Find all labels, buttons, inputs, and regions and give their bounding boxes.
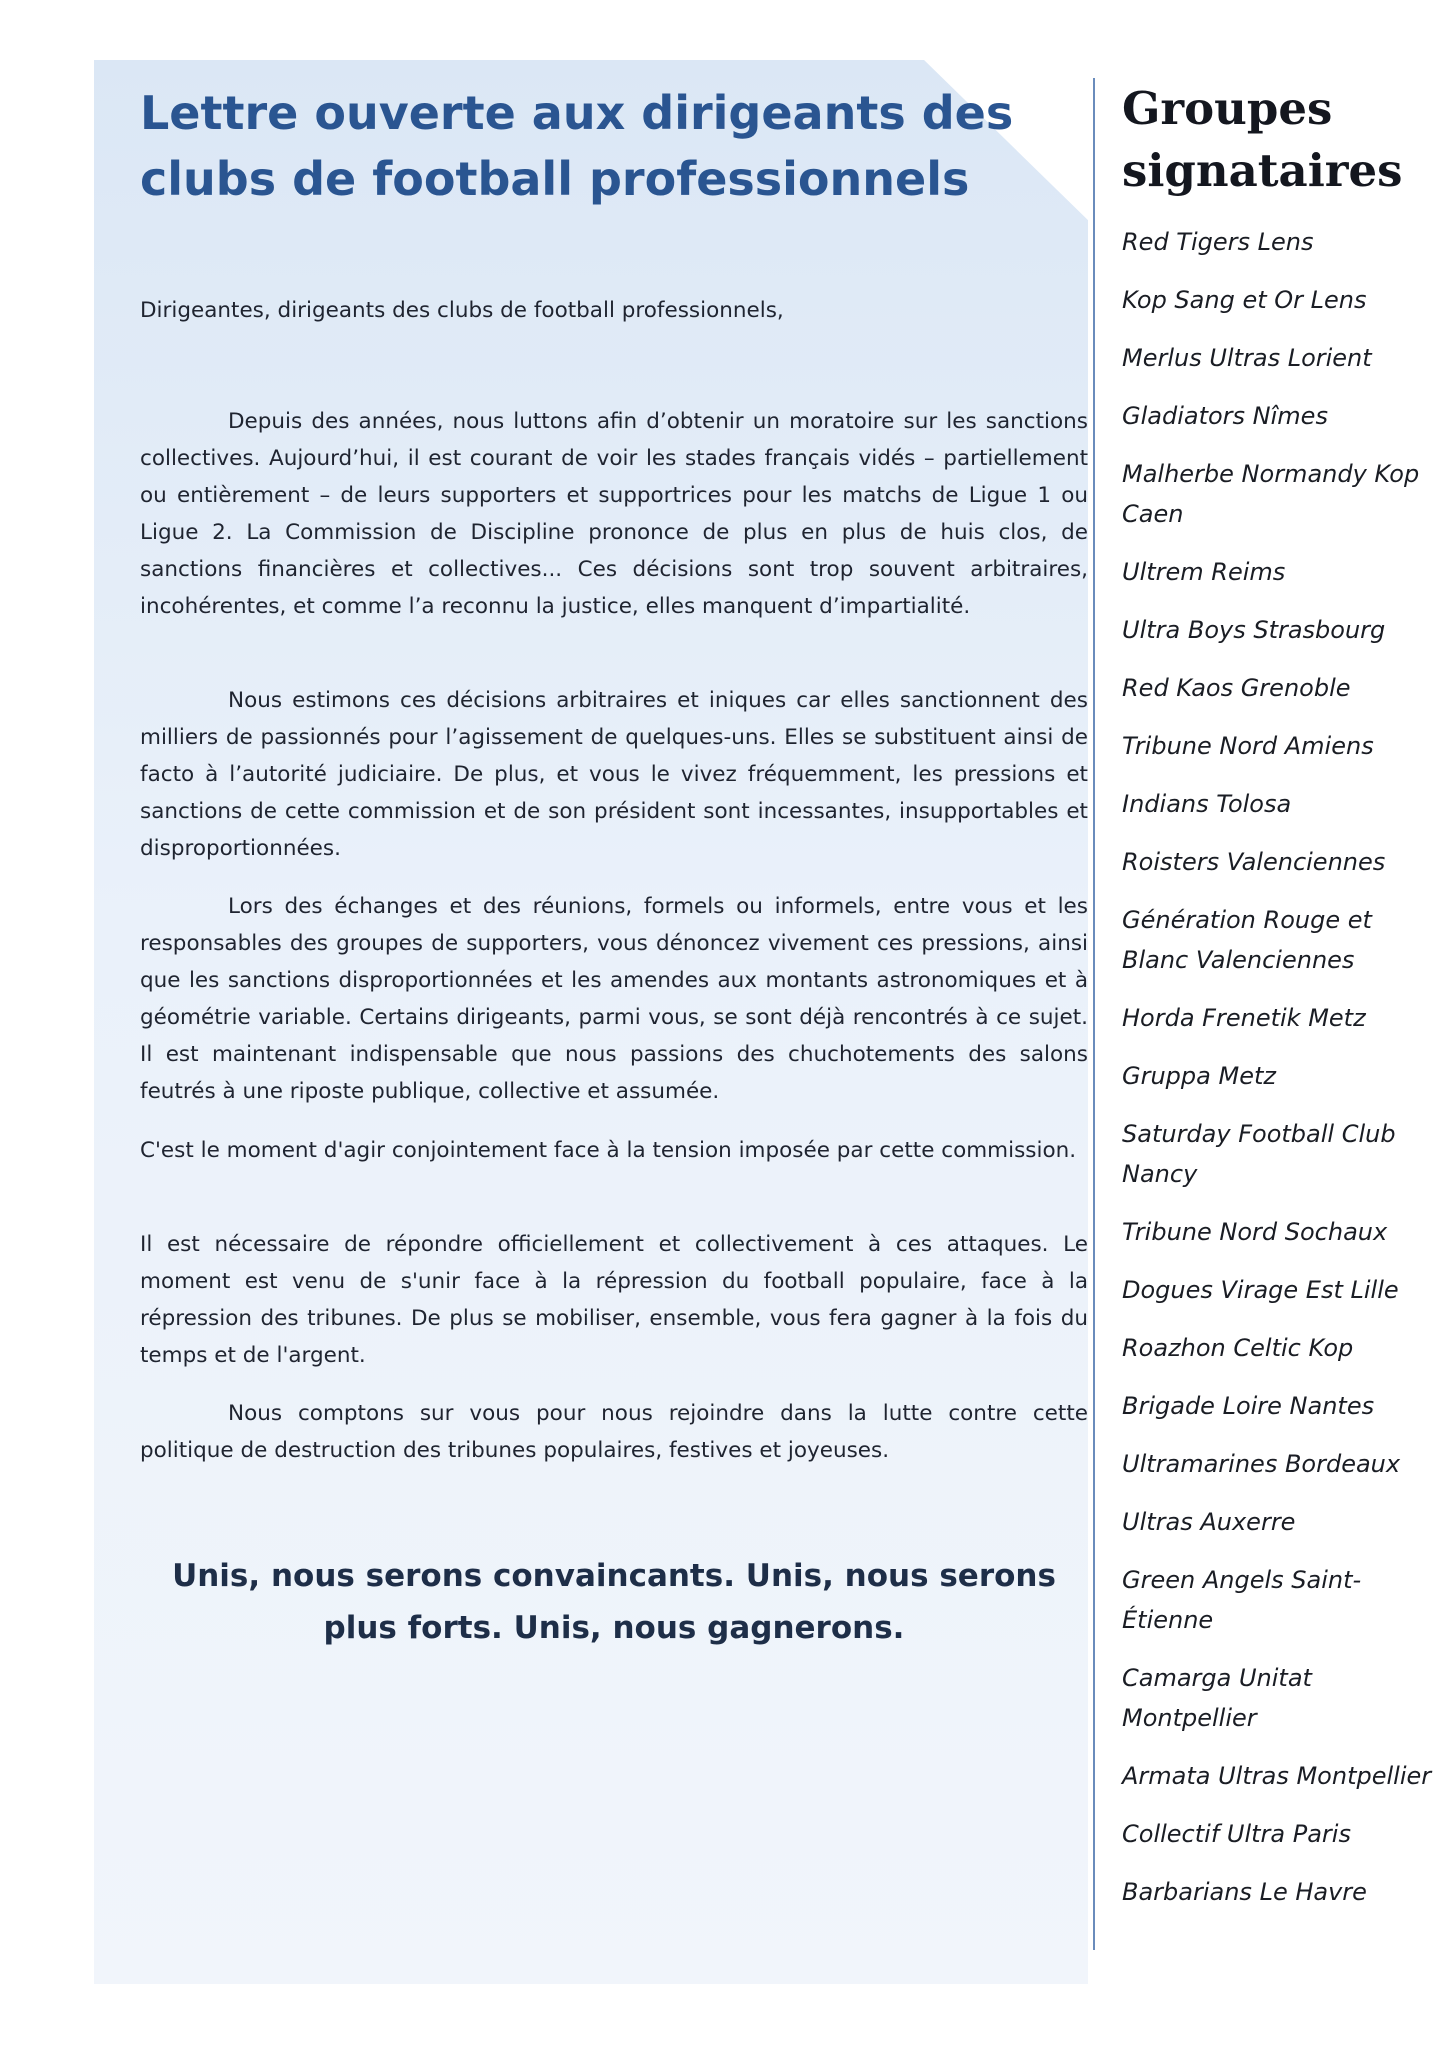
signatory-group: Saturday Football Club Nancy <box>1122 1120 1396 1188</box>
signatory-group: Red Tigers Lens <box>1122 228 1314 256</box>
signatory-group: Brigade Loire Nantes <box>1122 1392 1375 1420</box>
signatory-group: Red Kaos Grenoble <box>1122 674 1351 702</box>
letter-paragraph-1: Depuis des années, nous luttons afin d’obtenir un moratoire sur les sanctions collectives. Aujourd’hui, il est courant de voir les stades français vidés – partiellement ou entièrement – de leurs supporters et supportrices pour les matchs de Ligue 1 ou Ligue 2. La Commission de Discipline prononce de plus en plus de huis clos, de sanctions financières et collectives... Ces décisions sont trop souvent arbitraires, incohérentes, et comme l’a reconnu la justice, elles manquent d’impartialité. <box>140 409 1088 619</box>
signatory-group: Tribune Nord Amiens <box>1122 732 1374 760</box>
signatory-group: Green Angels Saint-Étienne <box>1122 1566 1362 1634</box>
signatory-group: Ultrem Reims <box>1122 558 1286 586</box>
letter-paragraph-4: C'est le moment d'agir conjointement face à la tension imposée par cette commission. <box>140 1138 1077 1163</box>
letter-slogan: Unis, nous serons convaincants. Unis, nous serons plus forts. Unis, nous gagnerons. <box>172 1558 1056 1646</box>
signatory-group: Ultramarines Bordeaux <box>1122 1450 1401 1478</box>
signatory-group: Ultra Boys Strasbourg <box>1122 616 1386 644</box>
signatory-group: Armata Ultras Montpellier <box>1122 1762 1432 1790</box>
signatory-groups-list <box>1122 222 1432 1930</box>
letter-salutation: Dirigeantes, dirigeants des clubs de football professionnels, <box>140 298 784 323</box>
letter-title: Lettre ouverte aux dirigeants des clubs de football professionnels <box>140 86 1014 206</box>
letter-paragraph-2: Nous estimons ces décisions arbitraires et iniques car elles sanctionnent des milliers de passionnés pour l’agissement de quelques-uns. Elles se substituent ainsi de facto à l’autorité judiciaire. De plus, et vous le vivez fréquemment, les pressions et sanctions de cette commission et de son président sont incessantes, insupportables et disproportionnées. <box>140 688 1088 861</box>
signatory-group: Génération Rouge et Blanc Valenciennes <box>1122 906 1372 974</box>
signatory-group: Collectif Ultra Paris <box>1122 1820 1351 1848</box>
letter-paragraph-6: Nous comptons sur vous pour nous rejoindre dans la lutte contre cette politique de destruction des tribunes populaires, festives et joyeuses. <box>140 1401 1088 1463</box>
letter-paragraph-5: Il est nécessaire de répondre officiellement et collectivement à ces attaques. Le moment est venu de s'unir face à la répression du football populaire, face à la répression des tribunes. De plus se mobiliser, ensemble, vous fera gagner à la fois du temps et de l'argent. <box>140 1232 1088 1368</box>
letter-paragraph-3: Lors des échanges et des réunions, formels ou informels, entre vous et les responsables des groupes de supporters, vous dénoncez vivement ces pressions, ainsi que les sanctions disproportionnées et les amendes aux montants astronomiques et à géométrie variable. Certains dirigeants, parmi vous, se sont déjà rencontrés à ce sujet. Il est maintenant indispensable que nous passions des chuchotements des salons feutrés à une riposte publique, collective et assumée. <box>140 894 1088 1104</box>
signatory-group: Gruppa Metz <box>1122 1062 1276 1090</box>
signatory-group: Dogues Virage Est Lille <box>1122 1276 1399 1304</box>
signatory-group: Roazhon Celtic Kop <box>1122 1334 1354 1362</box>
signatory-group: Camarga Unitat Montpellier <box>1122 1664 1312 1732</box>
signatory-group: Gladiators Nîmes <box>1122 402 1328 430</box>
signatory-group: Tribune Nord Sochaux <box>1122 1218 1388 1246</box>
sidebar-title: Groupes signataires <box>1122 82 1403 197</box>
sidebar-divider <box>1093 78 1095 1950</box>
signatory-group: Roisters Valenciennes <box>1122 848 1386 876</box>
signatory-group: Ultras Auxerre <box>1122 1508 1296 1536</box>
signatory-group: Barbarians Le Havre <box>1122 1878 1367 1906</box>
signatory-group: Malherbe Normandy Kop Caen <box>1122 460 1420 528</box>
signatory-group: Indians Tolosa <box>1122 790 1292 818</box>
signatory-group: Horda Frenetik Metz <box>1122 1004 1366 1032</box>
signatory-group: Kop Sang et Or Lens <box>1122 286 1367 314</box>
signatory-group: Merlus Ultras Lorient <box>1122 344 1372 372</box>
